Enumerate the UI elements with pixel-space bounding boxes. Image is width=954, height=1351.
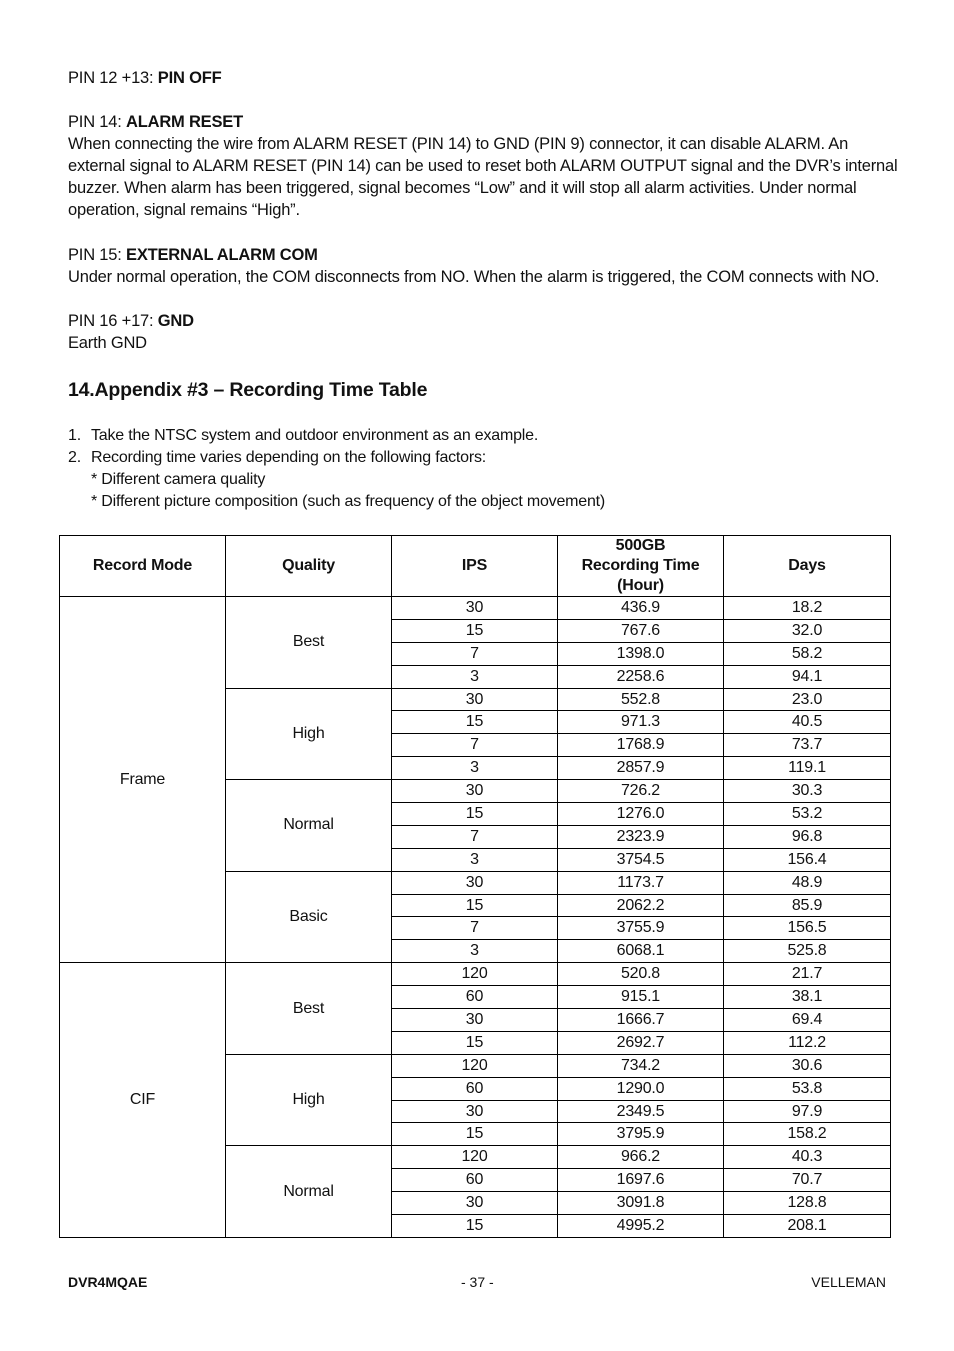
recording-hours-cell: 2692.7 [558, 1031, 724, 1054]
note-factor-2: * Different picture composition (such as frequency of the object movement) [91, 493, 606, 510]
ips-cell: 30 [392, 871, 558, 894]
recording-hours-cell: 1398.0 [558, 642, 724, 665]
pin-15-description: Under normal operation, the COM disconnects from NO. When the alarm is triggered, the COM connects with NO. [68, 268, 880, 286]
ips-cell: 60 [392, 1169, 558, 1192]
header-record-mode: Record Mode [60, 536, 226, 597]
days-cell: 94.1 [724, 665, 891, 688]
quality-cell: Normal [226, 1146, 392, 1238]
ips-cell: 15 [392, 1215, 558, 1238]
ips-cell: 120 [392, 1054, 558, 1077]
recording-hours-cell: 726.2 [558, 780, 724, 803]
ips-cell: 15 [392, 711, 558, 734]
pin-name: GND [157, 312, 194, 330]
days-cell: 158.2 [724, 1123, 891, 1146]
days-cell: 156.5 [724, 917, 891, 940]
days-cell: 69.4 [724, 1009, 891, 1032]
quality-cell: High [226, 1054, 392, 1146]
recording-hours-cell: 915.1 [558, 986, 724, 1009]
note-2-text: Recording time varies depending on the following factors: [91, 449, 487, 466]
record-mode-cell: CIF [60, 963, 226, 1238]
quality-cell: High [226, 688, 392, 780]
footer-model: DVR4MQAE [68, 1274, 148, 1290]
ips-cell: 3 [392, 757, 558, 780]
ips-cell: 15 [392, 803, 558, 826]
days-cell: 32.0 [724, 619, 891, 642]
note-1-number: 1. [68, 427, 81, 444]
recording-hours-cell: 3091.8 [558, 1192, 724, 1215]
days-cell: 40.5 [724, 711, 891, 734]
days-cell: 30.3 [724, 780, 891, 803]
ips-cell: 15 [392, 1031, 558, 1054]
recording-hours-cell: 734.2 [558, 1054, 724, 1077]
ips-cell: 7 [392, 734, 558, 757]
header-days: Days [724, 536, 891, 597]
ips-cell: 30 [392, 1009, 558, 1032]
pin-14-description: When connecting the wire from ALARM RESET (PIN 14) to GND (PIN 9) connector, it can disable ALARM. An external signal to ALARM RESET (PIN 14) can be used to reset both ALARM OUTPUT signal and the DVR’s internal buzzer. When alarm has been triggered, signal becomes “Low” and it will stop all alarm activities. Under normal operation, signal remains “High”. [68, 135, 898, 219]
header-quality: Quality [226, 536, 392, 597]
ips-cell: 3 [392, 848, 558, 871]
pin-name: PIN OFF [157, 69, 222, 87]
ips-cell: 120 [392, 963, 558, 986]
ips-cell: 15 [392, 894, 558, 917]
days-cell: 18.2 [724, 597, 891, 620]
ips-cell: 7 [392, 917, 558, 940]
record-mode-cell: Frame [60, 597, 226, 963]
recording-hours-cell: 966.2 [558, 1146, 724, 1169]
ips-cell: 30 [392, 1100, 558, 1123]
days-cell: 40.3 [724, 1146, 891, 1169]
days-cell: 48.9 [724, 871, 891, 894]
note-factor-1: * Different camera quality [91, 471, 266, 488]
recording-hours-cell: 767.6 [558, 619, 724, 642]
ips-cell: 15 [392, 619, 558, 642]
days-cell: 23.0 [724, 688, 891, 711]
days-cell: 96.8 [724, 825, 891, 848]
quality-cell: Best [226, 963, 392, 1055]
days-cell: 38.1 [724, 986, 891, 1009]
recording-hours-cell: 971.3 [558, 711, 724, 734]
pin-16-17-description: Earth GND [68, 334, 147, 352]
days-cell: 58.2 [724, 642, 891, 665]
recording-hours-cell: 6068.1 [558, 940, 724, 963]
quality-cell: Basic [226, 871, 392, 963]
days-cell: 525.8 [724, 940, 891, 963]
recording-hours-cell: 520.8 [558, 963, 724, 986]
recording-hours-cell: 2258.6 [558, 665, 724, 688]
recording-hours-cell: 3755.9 [558, 917, 724, 940]
quality-cell: Normal [226, 780, 392, 872]
table-row [60, 963, 891, 986]
recording-hours-cell: 1768.9 [558, 734, 724, 757]
header-recording-time: 500GB Recording Time (Hour) [558, 536, 724, 597]
ips-cell: 30 [392, 1192, 558, 1215]
recording-hours-cell: 436.9 [558, 597, 724, 620]
recording-hours-cell: 2349.5 [558, 1100, 724, 1123]
ips-cell: 120 [392, 1146, 558, 1169]
days-cell: 119.1 [724, 757, 891, 780]
ips-cell: 60 [392, 1077, 558, 1100]
pin-label: PIN 16 +17: [68, 312, 158, 330]
section-title: 14.Appendix #3 – Recording Time Table [68, 379, 428, 401]
table-body [60, 597, 891, 1238]
ips-cell: 3 [392, 940, 558, 963]
recording-hours-cell: 3795.9 [558, 1123, 724, 1146]
pin-name: ALARM RESET [126, 113, 243, 131]
days-cell: 112.2 [724, 1031, 891, 1054]
recording-hours-cell: 1290.0 [558, 1077, 724, 1100]
days-cell: 21.7 [724, 963, 891, 986]
note-2-number: 2. [68, 449, 81, 466]
pin-16-17-heading [68, 310, 194, 332]
recording-hours-cell: 1666.7 [558, 1009, 724, 1032]
pin-label: PIN 12 +13: [68, 69, 158, 87]
table-row [60, 597, 891, 620]
recording-hours-cell: 1173.7 [558, 871, 724, 894]
quality-cell: Best [226, 597, 392, 689]
footer-page-number: - 37 - [461, 1274, 494, 1290]
ips-cell: 15 [392, 1123, 558, 1146]
ips-cell: 7 [392, 825, 558, 848]
days-cell: 70.7 [724, 1169, 891, 1192]
recording-hours-cell: 1697.6 [558, 1169, 724, 1192]
ips-cell: 7 [392, 642, 558, 665]
ips-cell: 30 [392, 780, 558, 803]
note-1-text: Take the NTSC system and outdoor environment as an example. [91, 427, 539, 444]
recording-time-table [59, 535, 891, 1238]
recording-hours-cell: 552.8 [558, 688, 724, 711]
pin-12-13-heading [68, 67, 221, 89]
days-cell: 156.4 [724, 848, 891, 871]
ips-cell: 3 [392, 665, 558, 688]
days-cell: 30.6 [724, 1054, 891, 1077]
ips-cell: 60 [392, 986, 558, 1009]
recording-hours-cell: 2323.9 [558, 825, 724, 848]
recording-hours-cell: 2857.9 [558, 757, 724, 780]
recording-hours-cell: 2062.2 [558, 894, 724, 917]
recording-hours-cell: 1276.0 [558, 803, 724, 826]
days-cell: 53.8 [724, 1077, 891, 1100]
ips-cell: 30 [392, 597, 558, 620]
days-cell: 85.9 [724, 894, 891, 917]
days-cell: 128.8 [724, 1192, 891, 1215]
footer-brand: VELLEMAN [811, 1274, 886, 1290]
days-cell: 73.7 [724, 734, 891, 757]
recording-hours-cell: 3754.5 [558, 848, 724, 871]
recording-hours-cell: 4995.2 [558, 1215, 724, 1238]
pin-label: PIN 15: [68, 246, 127, 264]
table-header-row [60, 536, 891, 597]
days-cell: 97.9 [724, 1100, 891, 1123]
pin-label: PIN 14: [68, 113, 127, 131]
header-ips: IPS [392, 536, 558, 597]
ips-cell: 30 [392, 688, 558, 711]
pin-name: EXTERNAL ALARM COM [126, 246, 318, 264]
pin-15-heading [68, 244, 318, 266]
days-cell: 208.1 [724, 1215, 891, 1238]
days-cell: 53.2 [724, 803, 891, 826]
pin-14-heading [68, 111, 243, 133]
